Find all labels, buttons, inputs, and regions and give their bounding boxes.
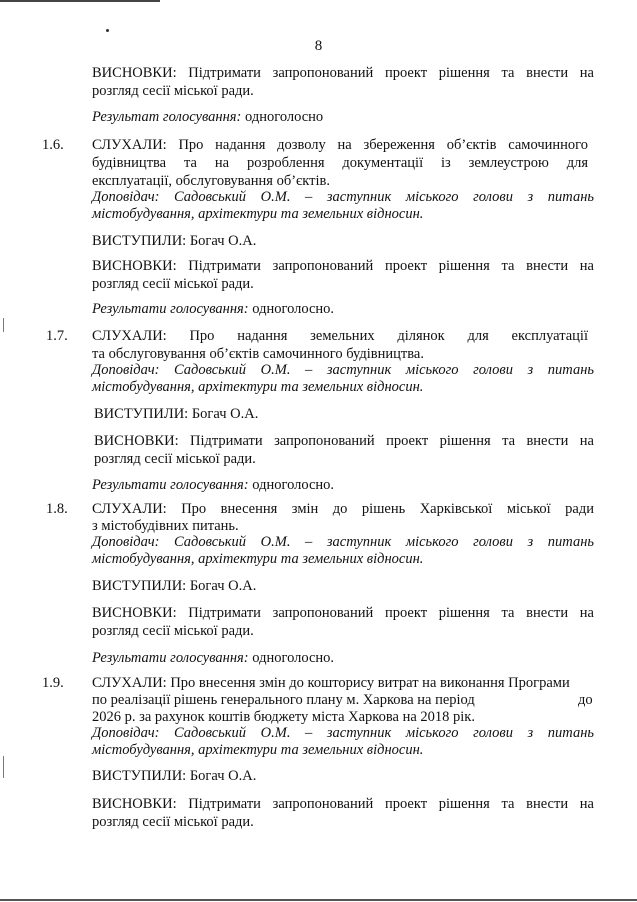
conclusions-line: ВИСНОВКИ: Підтримати запропонований проект рішення та внести на	[92, 258, 594, 274]
conclusions-line: розгляд сесії міської ради.	[92, 814, 254, 830]
spoke-line: ВИСТУПИЛИ: Богач О.А.	[94, 406, 259, 422]
vote-value: одноголосно.	[248, 301, 335, 317]
heard-line: СЛУХАЛИ: Про внесення змін до кошторису витрат на виконання Програми	[92, 675, 570, 691]
heard-line: та обслуговування об’єктів самочинного будівництва.	[92, 346, 424, 362]
vote-label: Результат голосування:	[92, 109, 242, 125]
heard-line: з містобудівних питань.	[92, 518, 239, 534]
speaker-line: містобудування, архітектури та земельних відносин.	[92, 206, 424, 222]
vote-label: Результати голосування:	[92, 301, 249, 317]
speaker-line: містобудування, архітектури та земельних відносин.	[92, 551, 424, 567]
conclusions-line: розгляд сесії міської ради.	[94, 451, 256, 467]
vote-label: Результати голосування:	[92, 650, 249, 666]
heard-line: СЛУХАЛИ: Про надання земельних ділянок для експлуатації	[92, 328, 588, 344]
spoke-line: ВИСТУПИЛИ: Богач О.А.	[92, 768, 257, 784]
speaker-line: Доповідач: Садовський О.М. – заступник міського голови з питань	[92, 534, 594, 550]
scan-edge-mark	[3, 318, 4, 332]
scan-border-bottom	[0, 899, 637, 901]
vote-result	[92, 476, 594, 494]
item-number: 1.6.	[42, 137, 64, 153]
vote-result	[92, 649, 594, 667]
heard-line: 2026 р. за рахунок коштів бюджету міста Харкова на 2018 рік.	[92, 709, 475, 725]
conclusions-line: ВИСНОВКИ: Підтримати запропонований проект рішення та внести на	[92, 605, 594, 621]
page-number: 8	[314, 38, 323, 54]
spoke-line: ВИСТУПИЛИ: Богач О.А.	[92, 578, 257, 594]
speaker-line: Доповідач: Садовський О.М. – заступник міського голови з питань	[92, 189, 594, 205]
item-number: 1.8.	[46, 501, 68, 517]
heard-line: СЛУХАЛИ: Про внесення змін до рішень Харківської міської ради	[92, 501, 594, 517]
speaker-line: Доповідач: Садовський О.М. – заступник міського голови з питань	[92, 362, 594, 378]
heard-line: СЛУХАЛИ: Про надання дозволу на збереження об’єктів самочинного	[92, 137, 588, 153]
vote-label: Результати голосування:	[92, 477, 249, 493]
heard-line: по реалізації рішень генерального плану м. Харкова на період	[92, 692, 475, 708]
conclusions-line: розгляд сесії міської ради.	[92, 623, 254, 639]
vote-value: одноголосно.	[248, 650, 335, 666]
vote-result	[92, 108, 594, 126]
heard-line: до	[578, 692, 593, 708]
speaker-line: містобудування, архітектури та земельних відносин.	[92, 379, 424, 395]
speaker-line: містобудування, архітектури та земельних відносин.	[92, 742, 424, 758]
conclusions-line: ВИСНОВКИ: Підтримати запропонований проект рішення та внести на	[92, 65, 594, 81]
conclusions-line: ВИСНОВКИ: Підтримати запропонований проект рішення та внести на	[92, 796, 594, 812]
heard-line: будівництва та на розроблення документації із землеустрою для	[92, 155, 588, 171]
conclusions-line: розгляд сесії міської ради.	[92, 276, 254, 292]
conclusions-line: ВИСНОВКИ: Підтримати запропонований проект рішення та внести на	[94, 433, 594, 449]
item-number: 1.9.	[42, 675, 64, 691]
spoke-line: ВИСТУПИЛИ: Богач О.А.	[92, 233, 257, 249]
scan-border-top	[0, 0, 160, 2]
vote-result	[92, 300, 594, 318]
vote-value: одноголосно	[241, 109, 324, 125]
vote-value: одноголосно.	[248, 477, 335, 493]
heard-line: експлуатації, обслуговування об’єктів.	[92, 173, 330, 189]
scan-edge-mark	[3, 756, 4, 778]
conclusions-line: розгляд сесії міської ради.	[92, 83, 254, 99]
speaker-line: Доповідач: Садовський О.М. – заступник міського голови з питань	[92, 725, 594, 741]
item-number: 1.7.	[46, 328, 68, 344]
scan-speck	[106, 29, 109, 32]
